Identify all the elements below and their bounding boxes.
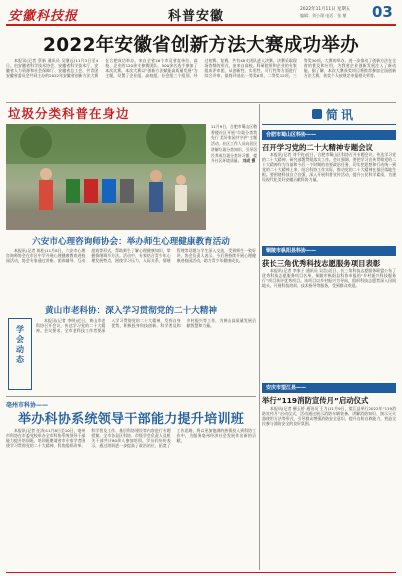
brief-icon (312, 109, 322, 119)
brief-3-body (262, 406, 396, 571)
brief-3-tag: 安庆市望江县—— (262, 383, 396, 393)
masthead-rule (6, 24, 396, 26)
page-number: 03 (372, 3, 393, 21)
brief-1-paragraph: 本报讯(记者 刘千钧)近日，合肥市蜀山区科协召开专题会议，传达学习党的二十大精神，研究部署贯彻落实工作。会议强调，要把学习宣传贯彻党的二十大精神作为当前和今后一个时期的首要政治任务，切实把思想和行动统一到党的二十大精神上来，结合科协工作实际，推动党的二十大精神在基层落地生根。要围绕科技自立自强，深入开展科普宣传活动，提升公民科学素质，为建设现代化美好安徽贡献科协力量。 (262, 152, 396, 183)
photo-illustration (6, 124, 206, 230)
divider (6, 396, 256, 397)
study-label-box (8, 318, 32, 390)
photo-caption (211, 124, 257, 230)
brief-2-headline: 获长三角优秀科技志愿服务项目表彰 (262, 259, 381, 268)
story-a-body (6, 248, 256, 300)
story-a-headline: 六安市心理咨询师协会：举办师生心理健康教育活动 (32, 237, 230, 247)
brief-title: 简讯 (326, 108, 357, 122)
story-c-body (6, 428, 256, 570)
brief-header (262, 105, 396, 125)
footer-rule (6, 572, 396, 573)
brief-2-paragraph: 本报讯(记者 李家子 通讯员 吴浩)近日，长三角科技志愿服务联盟公布了优秀科技志愿服务项目名单，铜陵市枞阳县科协申报的“乡村振兴科技服务行”项目获评优秀项目。该项目以乡村振兴为导向，组织科技志愿者深入田间地头，开展科技培训、技术指导等服务，受到群众欢迎。 (262, 268, 396, 289)
photo-credit: 刘成 摄 (242, 158, 256, 164)
story-a-paragraph: 本报讯(记者 陈松)11月8日，六安市心理咨询师协会在市区中学开展心理健康教育进校园活动，协会专家通过讲座、团体辅导、互动游戏等形式，帮助师生了解心理健康知识，掌握情绪调节方法。活动中，专家结合青少年心理发展特点，围绕学习压力、人际关系、情绪管理等话题与学生深入交流，受到师生一致好评。协会负责人表示，今后将持续开展心理健康进校园活动，助力青少年健康成长。 (6, 248, 256, 264)
issue-date (300, 6, 350, 12)
story-b-paragraph: 本报讯(记者 李明)近日，黄山市老科协召开会议，传达学习党的二十大精神。会议要求，全市老科技工作者要深入学习贯彻党的二十大精神，发挥自身优势，积极投身科技创新、科学普及和乡村振兴等工作，为黄山高质量发展贡献智慧和力量。 (36, 318, 256, 334)
brief-3-headline: 举行“119消防宣传月”启动仪式 (262, 396, 369, 405)
section-title: 科普安徽 (168, 9, 225, 24)
story-c-tag: 亳州市科协—— (6, 402, 49, 409)
brief-1-tag: 合肥市蜀山区科协—— (262, 130, 396, 140)
news-photo (6, 124, 206, 230)
brief-3-paragraph: 本报讯(记者 檀玉桥 通讯员 王力)11月9日，望江县举行2022年“119消防宣传月”启动仪式，活动通过展示消防车辆装备、讲解消防知识、演示灭火器使用方法等形式，引导群众增强消防安全意识，提升自防自救能力，营造全民参与消防安全的良好氛围。 (262, 406, 396, 427)
story-c-headline: 举办科协系统领导干部能力提升培训班 (17, 412, 245, 427)
issue-weekday: 星期五 (336, 7, 351, 12)
brief-2-tag: 铜陵市枞阳县科协—— (262, 246, 396, 256)
story-c-paragraph: 本报讯(记者 任涛)11月8日至10日，亳州市科协在市委党校举办全市科协系统领导干部能力提升培训班。培训班邀请省市专家学者围绕学习贯彻党的二十大精神、科协组织改革、科学普及工作、基层科协建设等内容进行专题授课。全市各县区科协、市级学会负责人及机关干部共计80余人参加培训。学员们纷纷表示，通过培训进一步提高了政治站位，拓宽了工作思路，将以更加饱满的热情投入到科协工作中，为服务亳州经济社会发展作出新的贡献。 (6, 428, 256, 449)
divider (6, 102, 396, 103)
paper-logo: 安徽科技报 (8, 9, 79, 24)
masthead (0, 0, 402, 26)
lead-body (6, 58, 396, 99)
lead-headline: 2022年安徽省创新方法大赛成功举办 (43, 35, 359, 56)
study-label: 学会动态 (15, 325, 25, 365)
column-divider (259, 104, 260, 570)
lead-paragraph: 本报讯(记者 蔡新 通讯员 吴继远)11月3日至4日，由安徽省科学技术协会、安徽省科学技术厅、安徽省人力资源和社会保障厅、安徽省总工会、共青团安徽省委员会共同主办的2022年安徽省创新方法大赛在合肥成功举办。来自全省16个市及省直单位、高校、企业的120余支参赛团队、500余名选手参加了本次比赛。本次大赛以“创新方法赋能高质量发展”为主题，设置了企业组、高校组、社会组三个组别，经过初赛、复赛，共有48支团队进入决赛。决赛采取现场答辩的形式，由来自高校、科研院所和企业的专家组成评审团，从创新性、实用性、可行性等方面进行综合评审。最终评选出一等奖6项、二等奖12项、三等奖30项。大赛的举办，进一步推动了创新方法在全省的普及和应用，为我省企业创新发展注入了新动能。据了解，本次大赛获奖项目将推荐参加全国创新方法大赛，获奖个人按规定申报相关荣誉。 (6, 58, 396, 79)
story-b-body (36, 318, 256, 392)
photo-caption-text: 11月9日，合肥市蜀山区稻香楼社区开展“垃圾分类我先行 美好家园共守护”主题活动，社区工作人员向居民讲解垃圾分类知识，引导居民养成垃圾分类好习惯，提升社区环境质量。 (211, 124, 257, 164)
issue-date-text: 2022年11月11日 (300, 7, 336, 12)
brief-1-headline: 召开学习党的二十大精神专题会议 (262, 143, 373, 152)
brief-2-body (262, 268, 396, 376)
brief-1-body (262, 152, 396, 238)
photo-headline: 垃圾分类科普在身边 (8, 106, 130, 121)
editor-line: 编辑：刘小翔 电话：张 鼎 (300, 13, 347, 18)
story-b-headline: 黄山市老科协：深入学习贯彻党的二十大精神 (45, 306, 217, 316)
